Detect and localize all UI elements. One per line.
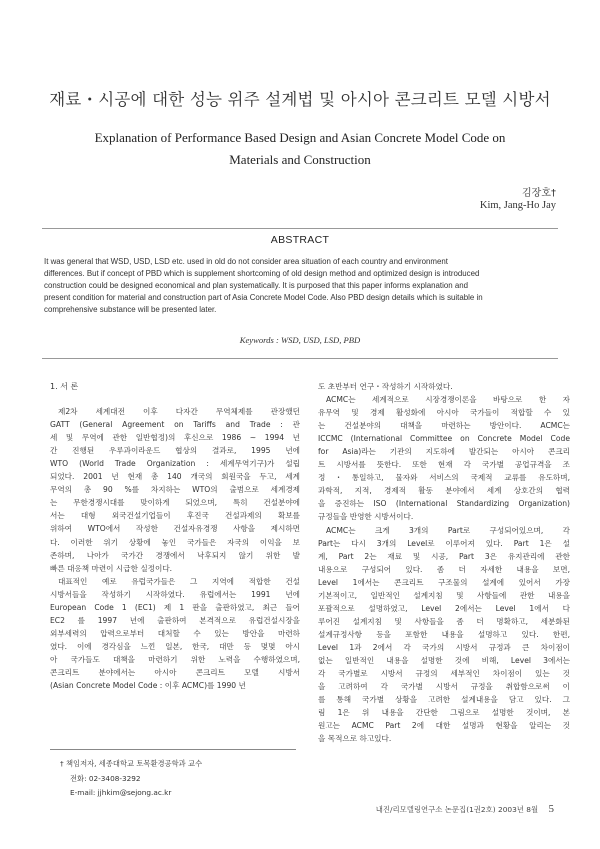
- body-text-line: 간 진행된 우루과이라운드 협상의 결과로, 1995 년에: [50, 446, 300, 456]
- body-text-line: 기본적이고, 일반적인 설계지침 및 사항들에 관한 내용을: [318, 590, 570, 600]
- body-text-line: ICCMC (International Committee on Concrete Model Code: [318, 434, 570, 444]
- author-english: Kim, Jang-Ho Jay: [479, 200, 556, 211]
- body-text-line: 시방서들을 작성하기 시작하였다. 유럽에서는 1991 년에: [50, 589, 300, 599]
- body-text-line: 되었다. 2001 년 현재 총 140 개국의 회원국을 두고, 세계: [50, 472, 300, 482]
- body-text-line: (Asian Concrete Model Code : 이후 ACMC)를 1990 년: [50, 681, 246, 691]
- footnote-rule: [50, 749, 296, 750]
- body-text-line: 각 국가별로 시방서 규정의 세부적인 차이점이 있는 것: [318, 669, 570, 679]
- page-number: 5: [548, 803, 554, 815]
- body-text-line: 였다. 이에 경각심을 느낀 일본, 한국, 대만 등 몇몇 아시: [50, 641, 300, 651]
- body-text-line: 는 건설분야의 대책을 마련하는 방안이다. ACMC는: [318, 421, 570, 431]
- body-text-line: 도 초반부터 연구・작성하기 시작하였다.: [318, 382, 453, 391]
- body-text-line: 원고는 ACMC Part 2에 대한 설명과 현황을 알리는 것: [318, 721, 570, 731]
- body-text-line: 을 증진하는 ISO (International Standardizing Organization): [318, 499, 570, 509]
- body-text-line: 콘크리트 분야에서는 아시아 콘크리트 모델 시방서: [50, 667, 300, 677]
- body-text-line: 무역의 총 90 %를 차지하는 WTO의 출범으로 세계경제: [50, 485, 300, 495]
- abstract-line: differences. But if concept of PBD which is supplement shortcoming of old design method and optimized design is introduced: [44, 269, 480, 279]
- body-text-line: Level 1에서는 콘크리트 구조물의 설계에 있어서 가장: [318, 577, 570, 587]
- body-text-line: 세 및 무역에 관한 일반협정)의 후신으로 1986 ~ 1994 년: [50, 433, 300, 443]
- body-text-line: Level 1과 2에서 각 국가의 시방서 규정과 큰 차이점이: [318, 642, 570, 652]
- body-text-line: ACMC는 크게 3개의 Part로 구성되어있으며, 각: [326, 525, 570, 535]
- title-korean: 재료・시공에 대한 성능 위주 설계법 및 아시아 콘크리트 모델 시방서: [49, 90, 551, 109]
- abstract-heading: ABSTRACT: [270, 234, 330, 246]
- body-text-line: 규정들을 반영한 시방서이다.: [318, 512, 414, 522]
- body-text-line: 림 1은 위 내용을 간단한 그림으로 설명한 것이며, 본: [318, 708, 570, 718]
- body-text-line: 대표적인 예로 유럽국가들은 그 지역에 적합한 건설: [58, 576, 300, 586]
- body-text-line: 없는 일반적인 내용을 설명한 것에 비해, Level 3에서는: [318, 655, 570, 665]
- body-text-line: 루어진 설계지침 및 사항들을 좀 더 명확하고, 세분화된: [318, 616, 570, 626]
- body-text-line: 다. 이러한 위기 상황에 놓인 국가들은 자국의 이익을 보: [50, 537, 300, 547]
- abstract-line: comprehensive substance will be presented later.: [44, 305, 217, 315]
- body-text-line: 설계규정사항 등을 포함한 내용을 설명하고 있다. 한편,: [318, 629, 570, 639]
- footnote-phone: 전화: 02-3408-3292: [70, 773, 141, 783]
- body-text-line: 을 고려하여 각 국가별 시방서 규정을 취합함으로써 이: [318, 682, 570, 692]
- body-text-line: 위하여 WTO에서 작성한 건설자유경쟁 사항을 제시하면: [50, 524, 300, 534]
- title-english-line-1: Explanation of Performance Based Design and Asian Concrete Model Code on: [94, 130, 506, 145]
- footnote-email: E-mail: jjhkim@sejong.ac.kr: [70, 788, 172, 797]
- body-text-line: ACMC는 세계적으로 시장경쟁이론을 바탕으로 한 자: [326, 395, 570, 405]
- body-text-line: 존하며, 나아가 국가간 경쟁에서 낙후되지 않기 위한 발: [50, 550, 300, 560]
- body-text-line: for Asia)라는 기관의 지도하에 발간되는 아시아 콘크리: [318, 447, 570, 457]
- footnote-affiliation: † 책임저자, 세종대학교 토목환경공학과 교수: [60, 759, 203, 768]
- body-text-line: GATT (General Agreement on Tariffs and Trade : 관: [50, 420, 300, 430]
- title-english: [40, 127, 560, 171]
- body-text-line: 내용으로 구성되어 있다. 좀 더 자세한 내용을 보면,: [318, 564, 570, 574]
- body-text-line: 계, Part 2는 재료 및 시공, Part 3은 유지관리에 관한: [318, 551, 570, 561]
- abstract-top-rule: [42, 228, 558, 229]
- body-text-line: 외부세력의 압력으로부터 대처할 수 있는 방안을 마련하: [50, 628, 300, 638]
- author-footnote: [60, 757, 300, 801]
- body-text-line: WTO (World Trade Organization : 세계무역기구)가 설립: [50, 459, 300, 469]
- body-text-line: 포괄적으로 설명하였고, Level 2에서는 Level 1에서 다: [318, 603, 570, 613]
- abstract-bottom-rule: [42, 358, 558, 359]
- right-column: [318, 380, 570, 745]
- author-korean: 김장호†: [522, 188, 556, 199]
- body-text-line: European Code 1 (EC1) 제 1 판을 출판하였고, 최근 들어: [50, 602, 300, 612]
- abstract-body: [44, 256, 556, 316]
- abstract-line: present condition for material and construction part of Asia Concrete Model Code. Also PBD design details which is suitable in: [44, 293, 483, 303]
- title-english-line-2: Materials and Construction: [229, 152, 371, 167]
- body-text-line: 는 무한경쟁시대를 맞이하게 되었으며, 특히 건설분야에: [50, 498, 300, 508]
- abstract-line: It was general that WSD, USD, LSD etc. used in old do not consider area situation of each country and environment: [44, 257, 448, 266]
- body-text-line: 정・통일하고, 물자와 서비스의 국제적 교류를 유도하며,: [318, 473, 570, 483]
- page-footer: [376, 803, 554, 815]
- body-text-line: 서는 대형 외국건설기업들이 후진국 건설과제의 확보를: [50, 511, 300, 521]
- keywords: Keywords : WSD, USD, LSD, PBD: [239, 335, 361, 345]
- section-heading-introduction: 1. 서 론: [50, 382, 79, 391]
- body-text-line: EC2 를 1997 년에 출판하여 본격적으로 유럽건설시장을: [50, 615, 300, 625]
- body-text-line: 과학적, 지적, 경제적 활동 분야에서 세계 상호간의 협력: [318, 486, 570, 496]
- body-text-line: 를 통해 국가별 상황을 고려한 설계내용을 담고 있다. 그: [318, 695, 570, 705]
- left-column: [50, 380, 300, 692]
- body-text-line: 유무역 및 경제 활성화에 아시아 국가들이 적합할 수 있: [318, 408, 570, 418]
- footer-journal: 내진/리모델링연구소 논문집(1권2호) 2003년 8월: [375, 805, 539, 814]
- body-text-line: 빠른 대응책 마련이 시급한 실정이다.: [50, 563, 173, 573]
- body-text-line: Part는 다시 3개의 Level로 이루어져 있다. Part 1은 설: [318, 538, 570, 548]
- body-text-line: 을 목적으로 하고있다.: [318, 734, 392, 744]
- abstract-line: construction could be designed economical and plan systematically. It is purposed that this paper informs explanation and: [44, 281, 469, 291]
- body-text-line: 트 시방서를 뜻한다. 또한 현재 각 국가별 공업규격을 조: [318, 460, 570, 470]
- body-text-line: 제2차 세계대전 이후 다자간 무역체제를 관장했던: [58, 407, 300, 417]
- body-text-line: 아 국가들도 대책을 마련하기 위한 노력을 수행하였으며,: [50, 654, 300, 664]
